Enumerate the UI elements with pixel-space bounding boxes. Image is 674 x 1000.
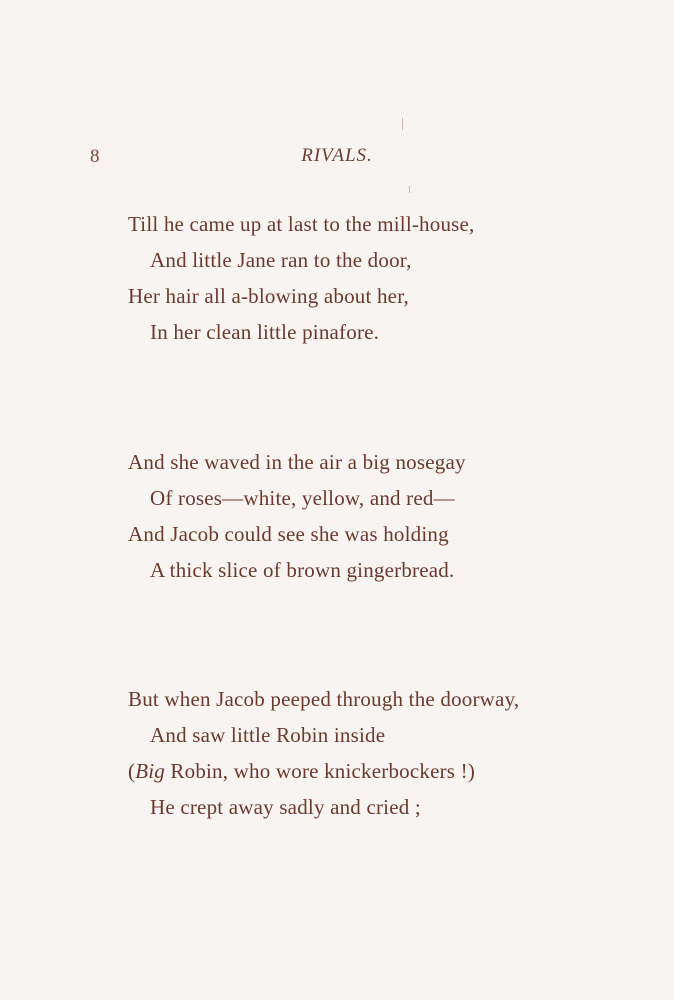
verse-line-with-italic: (Big Robin, who wore knickerbockers !)	[128, 759, 476, 783]
stanza-3	[128, 681, 628, 825]
verse-line: And Jacob could see she was holding	[128, 522, 449, 546]
verse-line: Till he came up at last to the mill-house,	[128, 212, 475, 236]
verse-line: And little Jane ran to the door,	[150, 248, 412, 272]
verse-line: A thick slice of brown gingerbread.	[150, 558, 455, 582]
verse-line: He crept away sadly and cried ;	[150, 795, 421, 819]
stanza-2	[128, 444, 628, 588]
italic-word: Big	[135, 759, 165, 783]
verse-line: But when Jacob peeped through the doorway,	[128, 687, 520, 711]
print-mark	[402, 118, 403, 130]
verse-line: Of roses—white, yellow, and red—	[150, 486, 455, 510]
verse-line: In her clean little pinafore.	[150, 320, 380, 344]
print-mark	[409, 186, 410, 193]
verse-line: Her hair all a-blowing about her,	[128, 284, 409, 308]
page-number: 8	[90, 146, 100, 167]
running-title: RIVALS.	[301, 145, 373, 166]
verse-line: And she waved in the air a big nosegay	[128, 450, 466, 474]
stanza-1	[128, 206, 628, 350]
verse-line: And saw little Robin inside	[150, 723, 386, 747]
